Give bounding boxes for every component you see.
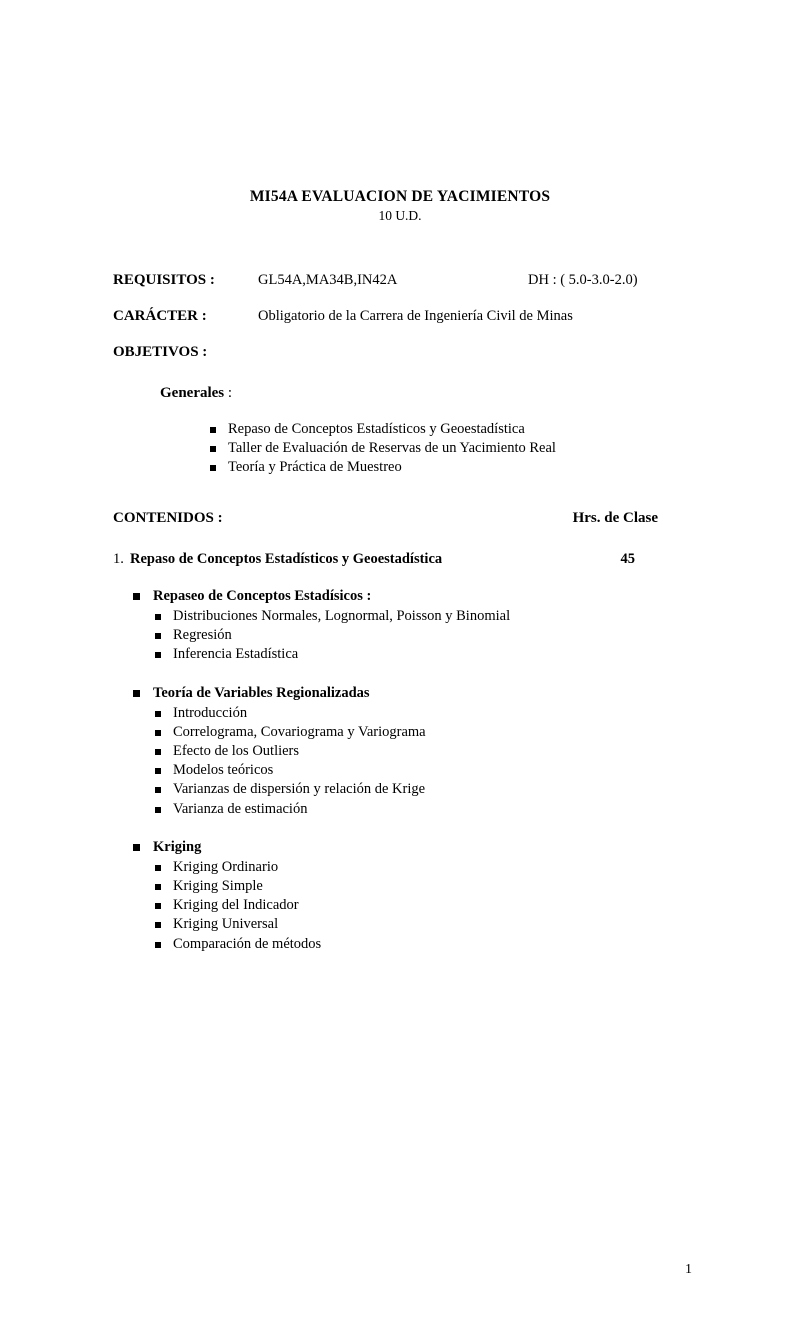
requisitos-label: REQUISITOS : — [113, 272, 215, 288]
list-item: Distribuciones Normales, Lognormal, Poisson y Binomial — [155, 607, 800, 626]
list-item: Modelos teóricos — [155, 761, 800, 780]
field-row-objetivos — [113, 344, 740, 361]
list-item: Varianza de estimación — [155, 800, 800, 819]
field-row-caracter — [113, 308, 740, 325]
hours-column-header: Hrs. de Clase — [572, 510, 658, 526]
generales-label: Generales — [160, 385, 225, 401]
group-items — [155, 704, 800, 819]
content-group — [133, 586, 800, 665]
caracter-value: Obligatorio de la Carrera de Ingeniería Civil de Minas — [258, 308, 573, 324]
list-item: Kriging Universal — [155, 915, 800, 934]
list-item: Efecto de los Outliers — [155, 742, 800, 761]
objetivos-generales-heading — [160, 385, 800, 402]
document-page — [0, 188, 800, 1320]
list-item: Teoría y Práctica de Muestreo — [210, 458, 800, 477]
list-item: Kriging Ordinario — [155, 858, 800, 877]
list-item: Inferencia Estadística — [155, 645, 800, 664]
group-items — [155, 858, 800, 954]
title-block — [0, 188, 800, 224]
contenidos-header — [113, 510, 740, 527]
document-title: MI54A EVALUACION DE YACIMIENTOS — [249, 188, 551, 205]
list-item: Correlograma, Covariograma y Variograma — [155, 723, 800, 742]
contenidos-label: CONTENIDOS : — [113, 510, 223, 526]
caracter-label: CARÁCTER : — [113, 308, 207, 324]
list-item: Comparación de métodos — [155, 935, 800, 954]
list-item: Regresión — [155, 626, 800, 645]
document-subtitle: 10 U.D. — [378, 208, 422, 223]
generales-colon: : — [224, 385, 233, 401]
list-item: Repaso de Conceptos Estadísticos y Geoestadística — [210, 420, 800, 439]
section-title: Repaso de Conceptos Estadísticos y Geoestadística — [130, 551, 443, 567]
dh-value: DH : ( 5.0-3.0-2.0) — [528, 272, 638, 288]
group-title: Repaseo de Conceptos Estadísicos : — [133, 586, 800, 606]
list-item: Kriging del Indicador — [155, 896, 800, 915]
section-hours: 45 — [620, 551, 635, 567]
list-item: Varianzas de dispersión y relación de Krige — [155, 780, 800, 799]
group-title: Kriging — [133, 837, 800, 857]
list-item: Taller de Evaluación de Reservas de un Yacimiento Real — [210, 439, 800, 458]
objetivos-label: OBJETIVOS : — [113, 344, 208, 360]
section-number: 1. — [113, 551, 124, 567]
section-heading — [113, 551, 740, 568]
page-number: 1 — [685, 1262, 692, 1277]
list-item: Introducción — [155, 704, 800, 723]
content-group — [133, 837, 800, 954]
requisitos-value: GL54A,MA34B,IN42A — [258, 272, 398, 288]
objetivos-generales-list — [210, 420, 800, 477]
field-row-requisitos — [113, 272, 740, 289]
group-title: Teoría de Variables Regionalizadas — [133, 683, 800, 703]
group-items — [155, 607, 800, 665]
content-group — [133, 683, 800, 819]
list-item: Kriging Simple — [155, 877, 800, 896]
